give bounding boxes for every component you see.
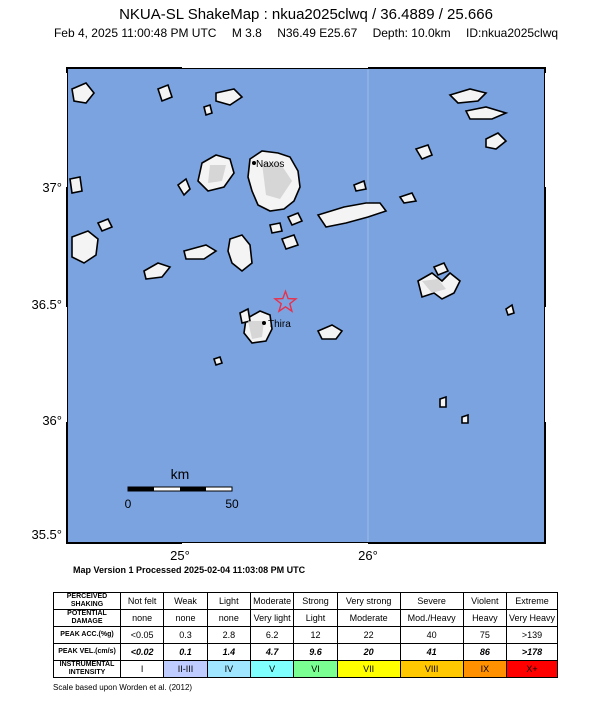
legend-cell: Not felt [121, 593, 164, 610]
legend-cell: Weak [164, 593, 207, 610]
legend-cell: Mod./Heavy [400, 610, 463, 627]
lon-label-26: 26° [358, 548, 378, 563]
lat-label-36: 36° [42, 413, 62, 428]
legend-cell: Very Heavy [507, 610, 558, 627]
legend-cell: Moderate [250, 593, 293, 610]
lat-label-36-5: 36.5° [31, 297, 62, 312]
legend-label: POTENTIAL DAMAGE [54, 610, 121, 627]
legend-label: PEAK ACC.(%g) [54, 627, 121, 644]
event-magnitude: M 3.8 [231, 26, 262, 40]
island-small-east [440, 397, 446, 407]
legend-cell: 41 [400, 644, 463, 661]
legend-cell: 75 [463, 627, 506, 644]
intensity-cell: VII [337, 661, 400, 678]
legend-cell: 9.6 [294, 644, 337, 661]
event-datetime: Feb 4, 2025 11:00:48 PM UTC [53, 26, 217, 40]
processed-note: Map Version 1 Processed 2025-02-04 11:03:08 PM UTC [73, 565, 306, 575]
island-small-south [214, 357, 222, 365]
island-small-southeast [462, 415, 468, 423]
legend-cell: Light [207, 593, 250, 610]
legend-cell: Violent [463, 593, 506, 610]
legend-cell: 20 [337, 644, 400, 661]
legend-cell: 2.8 [207, 627, 250, 644]
legend-label: PERCEIVED SHAKING [54, 593, 121, 610]
event-id: ID:nkua2025clwq [465, 26, 559, 40]
event-depth: Depth: 10.0km [372, 26, 451, 40]
legend-cell: 1.4 [207, 644, 250, 661]
lat-label-37: 37° [42, 180, 62, 195]
intensity-cell: IX [463, 661, 506, 678]
intensity-cell: IV [207, 661, 250, 678]
event-coords: N36.49 E25.67 [277, 26, 358, 40]
legend-label: INSTRUMENTAL INTENSITY [54, 661, 121, 678]
legend-cell: <0.02 [121, 644, 164, 661]
island-schinoussa [270, 223, 282, 233]
legend-cell: Severe [400, 593, 463, 610]
legend-cell: 12 [294, 627, 337, 644]
legend-cell: 6.2 [250, 627, 293, 644]
legend-cell: 86 [463, 644, 506, 661]
legend-cell: Moderate [337, 610, 400, 627]
intensity-cell: V [250, 661, 293, 678]
intensity-cell: X+ [507, 661, 558, 678]
intensity-legend [53, 592, 558, 678]
lat-label-35-5: 35.5° [31, 527, 62, 542]
island-sifnos [70, 177, 82, 193]
legend-cell: <0.05 [121, 627, 164, 644]
thira-marker [262, 321, 266, 325]
legend-cell: Very light [250, 610, 293, 627]
intensity-cell: VIII [400, 661, 463, 678]
legend-cell: Very strong [337, 593, 400, 610]
place-naxos: Naxos [256, 159, 285, 170]
island-delos [204, 105, 212, 115]
legend-cell: none [164, 610, 207, 627]
shake-map[interactable] [66, 67, 546, 544]
legend-cell: >178 [507, 644, 558, 661]
scale-unit: km [170, 466, 190, 482]
legend-cell: 40 [400, 627, 463, 644]
intensity-cell: II-III [164, 661, 207, 678]
scale-start: 0 [124, 497, 132, 511]
intensity-cell: I [121, 661, 164, 678]
legend-row-vel [54, 644, 558, 661]
legend-cell: 0.1 [164, 644, 207, 661]
place-thira: Thira [268, 319, 291, 330]
legend-row-intensity [54, 661, 558, 678]
scale-note: Scale based upon Worden et al. (2012) [53, 683, 193, 692]
legend-cell: Heavy [463, 610, 506, 627]
legend-row-acc [54, 627, 558, 644]
map-title: NKUA-SL ShakeMap : nkua2025clwq / 36.4889 / 25.666 [119, 6, 493, 23]
legend-cell: Strong [294, 593, 337, 610]
legend-cell: 22 [337, 627, 400, 644]
legend-cell: >139 [507, 627, 558, 644]
legend-row-shaking [54, 593, 558, 610]
scale-end: 50 [225, 497, 239, 511]
sea-area [66, 67, 546, 544]
legend-cell: none [207, 610, 250, 627]
legend-label: PEAK VEL.(cm/s) [54, 644, 121, 661]
legend-cell: 0.3 [164, 627, 207, 644]
intensity-cell: VI [294, 661, 337, 678]
legend-cell: Extreme [507, 593, 558, 610]
legend-cell: Light [294, 610, 337, 627]
event-info [0, 26, 612, 40]
legend-cell: none [121, 610, 164, 627]
legend-cell: 4.7 [250, 644, 293, 661]
legend-row-damage [54, 610, 558, 627]
lon-label-25: 25° [170, 548, 190, 563]
